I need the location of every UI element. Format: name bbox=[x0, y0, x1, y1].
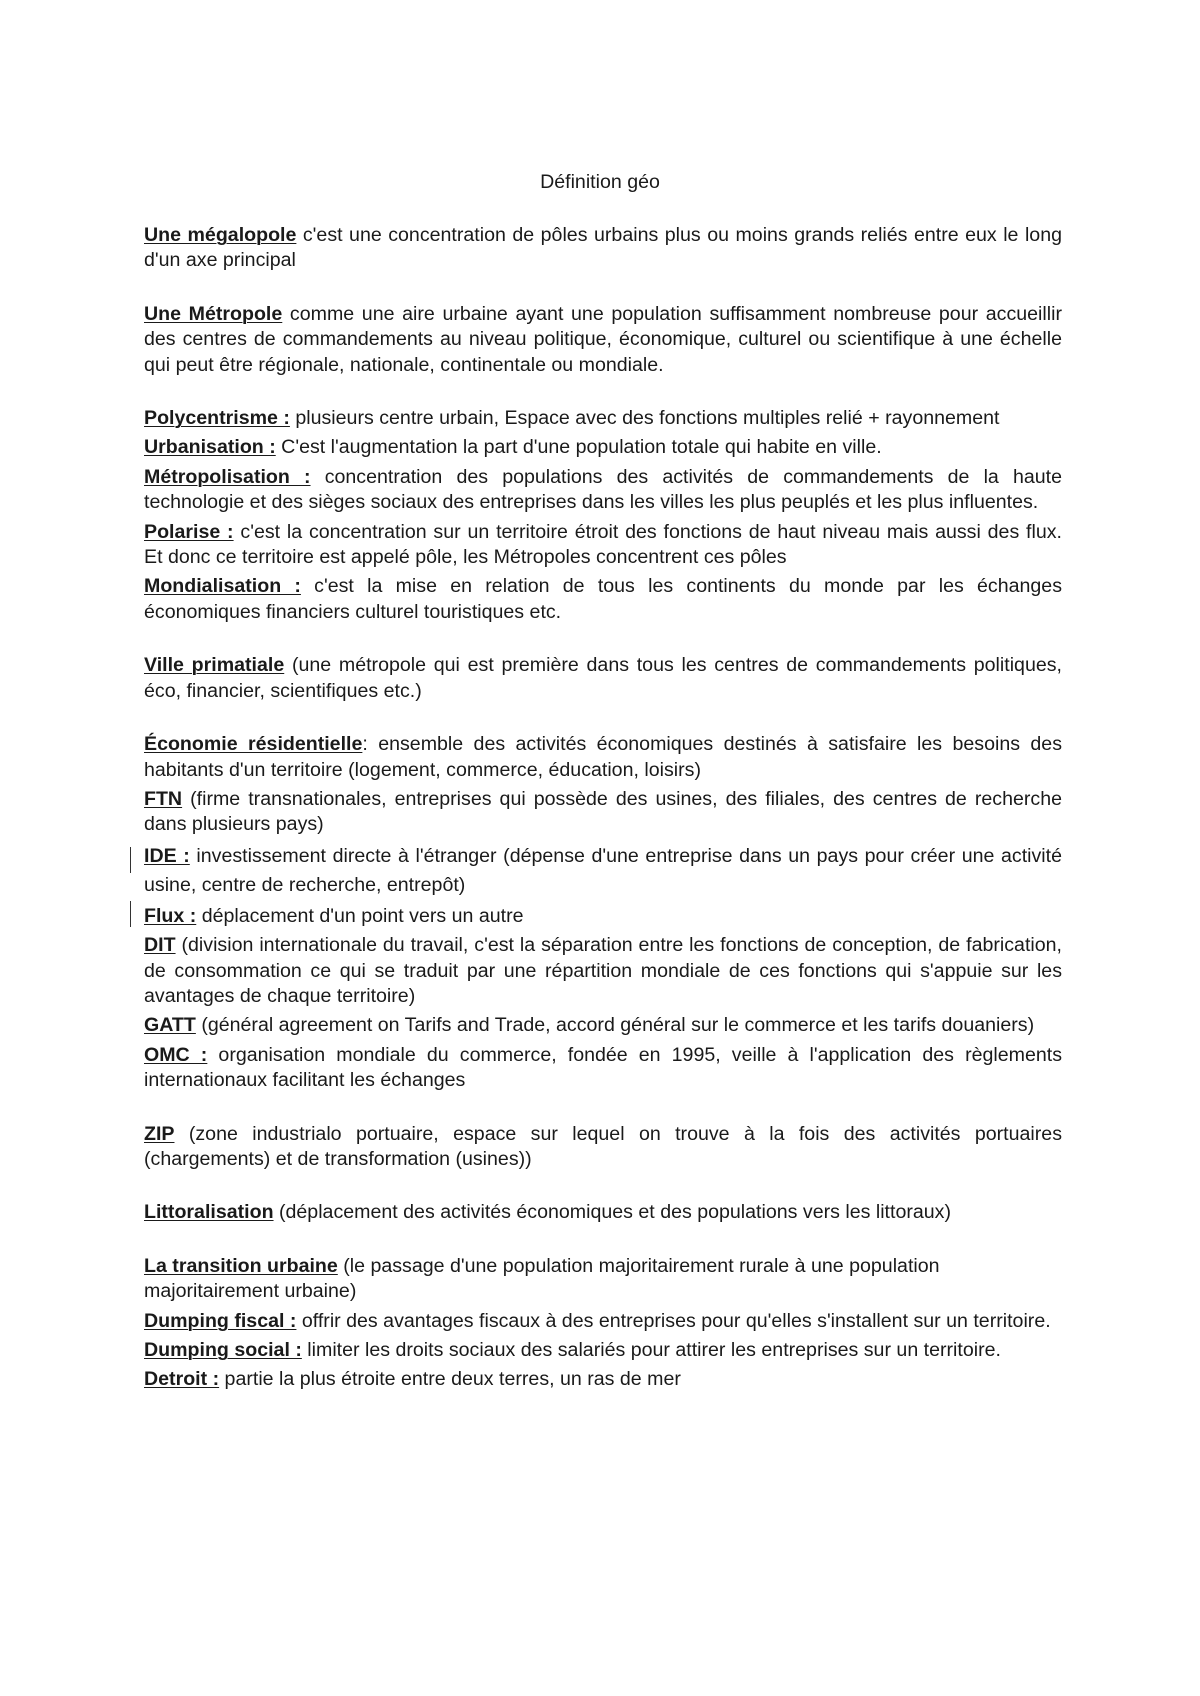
definition-gatt bbox=[144, 1013, 1062, 1038]
definition-text: (zone industrialo portuaire, espace sur lequel on trouve à la fois des activités portuaires (chargements) et de transformation (usines)) bbox=[144, 1122, 1062, 1170]
definitions-list bbox=[144, 223, 1062, 1393]
definition-ftn bbox=[144, 787, 1062, 838]
definition-text: (division internationale du travail, c'est la séparation entre les fonctions de conception, de fabrication, de consommation ce qui se traduit par une répartition mondiale de ces fonctions qui s'appuie sur les avantages de chaque territoire) bbox=[144, 934, 1062, 1007]
definition-text: c'est une concentration de pôles urbains plus ou moins grands reliés entre eux le long d'un axe principal bbox=[144, 224, 1062, 272]
definition-term: Dumping social : bbox=[144, 1339, 302, 1361]
definition-term: IDE : bbox=[144, 844, 190, 867]
definition-text: investissement directe à l'étranger (dépense d'une entreprise dans un pays pour créer une activité usine, centre de recherche, entrepôt) bbox=[144, 844, 1062, 896]
definition-urbanisation bbox=[144, 435, 1062, 460]
definition-text: c'est la concentration sur un territoire étroit des fonctions de haut niveau mais aussi des flux. Et donc ce territoire est appelé pôle, les Métropoles concentrent ces pôles bbox=[144, 520, 1062, 569]
definition-term: Dumping fiscal : bbox=[144, 1309, 297, 1332]
definition-ville-primatiale bbox=[144, 653, 1062, 704]
definition-term: Polycentrisme : bbox=[144, 407, 290, 430]
definition-term: Littoralisation bbox=[144, 1201, 274, 1224]
definition-dit bbox=[144, 933, 1062, 1009]
definition-flux bbox=[144, 904, 1062, 929]
definition-metropolisation bbox=[144, 465, 1062, 516]
definition-zip bbox=[144, 1122, 1062, 1173]
definition-term: Ville primatiale bbox=[144, 654, 285, 677]
definition-dumping-social bbox=[144, 1338, 1062, 1363]
definition-text: organisation mondiale du commerce, fondée en 1995, veille à l'application des règlements internationaux facilitant les échanges bbox=[144, 1043, 1062, 1092]
definition-term: DIT bbox=[144, 934, 176, 957]
definition-text: plusieurs centre urbain, Espace avec des fonctions multiples relié + rayonnement bbox=[289, 407, 1000, 430]
definition-term: Urbanisation : bbox=[144, 436, 276, 459]
definition-text: comme une aire urbaine ayant une population suffisamment nombreuse pour accueillir des centres de commandements au niveau politique, économique, culturel ou scientifique à une échelle qui peut être régionale, nationale, continentale ou mondiale. bbox=[144, 302, 1062, 376]
definition-term: Économie résidentielle bbox=[144, 733, 363, 756]
definition-text: : ensemble des activités économiques destinés à satisfaire les besoins des habitants d'un territoire (logement, commerce, éducation, loisirs) bbox=[144, 733, 1062, 781]
definition-text: C'est l'augmentation la part d'une population totale qui habite en ville. bbox=[275, 436, 882, 459]
definition-term: OMC : bbox=[144, 1043, 208, 1066]
definition-ide bbox=[144, 842, 1062, 900]
definition-megalopole bbox=[144, 223, 1062, 274]
definition-term: ZIP bbox=[144, 1122, 175, 1145]
definition-text: c'est la mise en relation de tous les continents du monde par les échanges économiques financiers culturel touristiques etc. bbox=[144, 575, 1063, 623]
definition-dumping-fiscal bbox=[144, 1309, 1062, 1334]
definition-metropole bbox=[144, 302, 1062, 378]
definition-text: (une métropole qui est première dans tous les centres de commandements politiques, éco, financier, scientifiques etc.) bbox=[144, 654, 1062, 702]
definition-text: partie la plus étroite entre deux terres, un ras de mer bbox=[219, 1368, 681, 1391]
definition-text: concentration des populations des activités de commandements de la haute technologie et des sièges sociaux des entreprises dans les villes les plus peuplés et les plus influentes. bbox=[144, 465, 1062, 514]
definition-term: Flux : bbox=[144, 904, 197, 927]
definition-text: (déplacement des activités économiques et des populations vers les littoraux) bbox=[273, 1201, 951, 1224]
definition-text: déplacement d'un point vers un autre bbox=[196, 904, 524, 927]
definition-littoralisation bbox=[144, 1200, 1062, 1225]
definition-text: limiter les droits sociaux des salariés pour attirer les entreprises sur un territoire. bbox=[301, 1339, 1001, 1361]
definition-transition-urbaine bbox=[144, 1254, 1062, 1305]
definition-text: (le passage d'une population majoritairement rurale à une population majoritairement urbaine) bbox=[144, 1254, 940, 1303]
definition-text: (général agreement on Tarifs and Trade, accord général sur le commerce et les tarifs douaniers) bbox=[195, 1014, 1035, 1037]
definition-detroit bbox=[144, 1367, 1062, 1392]
change-bar bbox=[130, 847, 131, 873]
definition-polarise bbox=[144, 520, 1062, 571]
definition-text: offrir des avantages fiscaux à des entreprises pour qu'elles s'installent sur un territoire. bbox=[296, 1309, 1051, 1332]
page-title: Définition géo bbox=[540, 171, 660, 193]
definition-text: (firme transnationales, entreprises qui possède des usines, des filiales, des centres de recherche dans plusieurs pays) bbox=[144, 787, 1062, 836]
definition-economie-residentielle bbox=[144, 732, 1062, 783]
definition-term: Mondialisation : bbox=[144, 575, 301, 598]
definition-term: Une Métropole bbox=[144, 302, 283, 325]
definition-omc bbox=[144, 1043, 1062, 1094]
definition-term: Une mégalopole bbox=[144, 224, 297, 246]
definition-term: FTN bbox=[144, 787, 183, 810]
definition-term: La transition urbaine bbox=[144, 1254, 338, 1277]
change-bar bbox=[130, 901, 131, 927]
definition-mondialisation bbox=[144, 574, 1062, 625]
definition-term: Detroit : bbox=[144, 1368, 220, 1391]
definition-term: GATT bbox=[144, 1014, 196, 1037]
definition-term: Polarise : bbox=[144, 520, 234, 543]
definition-term: Métropolisation : bbox=[144, 465, 311, 488]
definition-polycentrisme bbox=[144, 406, 1062, 431]
